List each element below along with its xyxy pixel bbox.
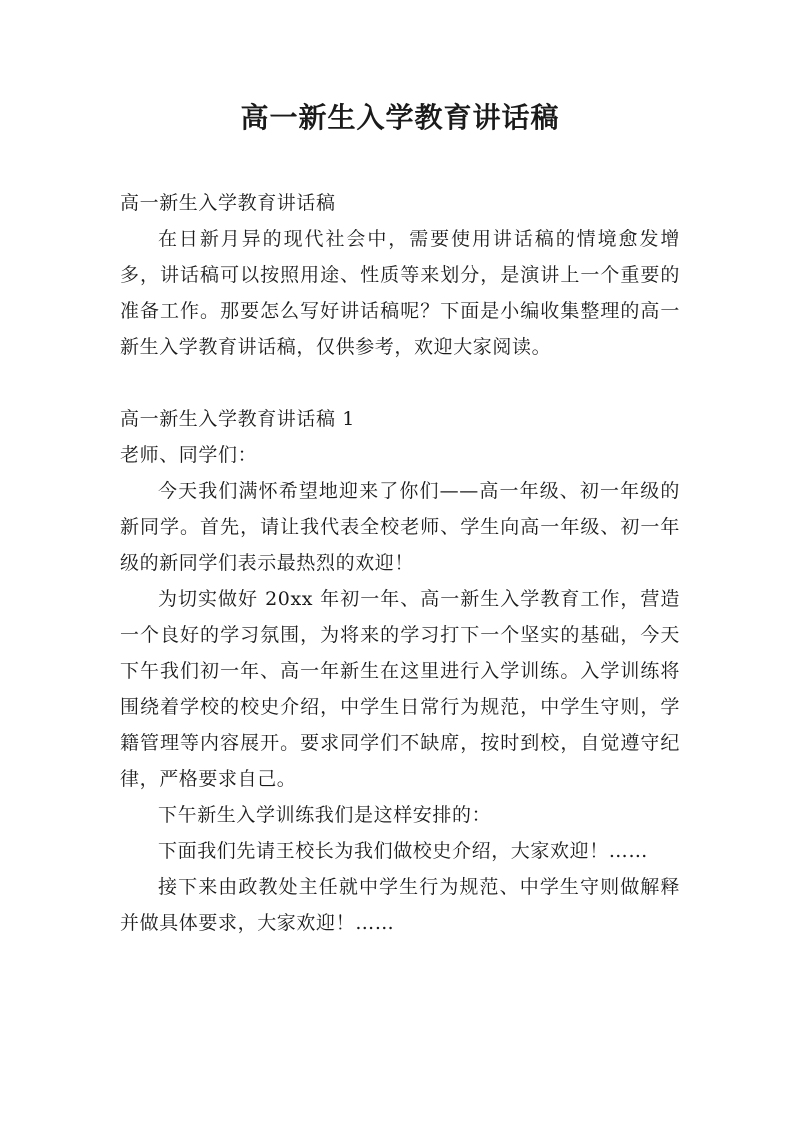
document-body	[120, 185, 680, 941]
speech-salutation: 老师、同学们：	[120, 444, 258, 466]
section-spacer	[120, 365, 680, 401]
speech-paragraph: 下午新生入学训练我们是这样安排的：	[158, 804, 492, 826]
speech-paragraph: 接下来由政教处主任就中学生行为规范、中学生守则做解释并做具体要求，大家欢迎！……	[120, 876, 680, 934]
speech-paragraph: 今天我们满怀希望地迎来了你们——高一年级、初一年级的新同学。首先，请让我代表全校老师、学生向高一年级、初一年级的新同学们表示最热烈的欢迎！	[120, 480, 680, 574]
speech-paragraph: 下面我们先请王校长为我们做校史介绍，大家欢迎！……	[158, 840, 649, 862]
speech-heading: 高一新生入学教育讲话稿 1	[120, 408, 355, 430]
intro-paragraph: 在日新月异的现代社会中，需要使用讲话稿的情境愈发增多，讲话稿可以按照用途、性质等来划分，是演讲上一个重要的准备工作。那要怎么写好讲话稿呢？下面是小编收集整理的高一新生入学教育讲话稿，仅供参考，欢迎大家阅读。	[120, 228, 680, 358]
speech-paragraph: 为切实做好 20xx 年初一年、高一新生入学教育工作，营造一个良好的学习氛围，为将来的学习打下一个坚实的基础，今天下午我们初一年、高一年新生在这里进行入学训练。入学训练将围绕着学校的校史介绍，中学生日常行为规范，中学生守则，学籍管理等内容展开。要求同学们不缺席，按时到校，自觉遵守纪律，严格要求自己。	[120, 588, 680, 790]
document-title: 高一新生入学教育讲话稿	[240, 101, 560, 134]
intro-heading: 高一新生入学教育讲话稿	[120, 192, 336, 214]
